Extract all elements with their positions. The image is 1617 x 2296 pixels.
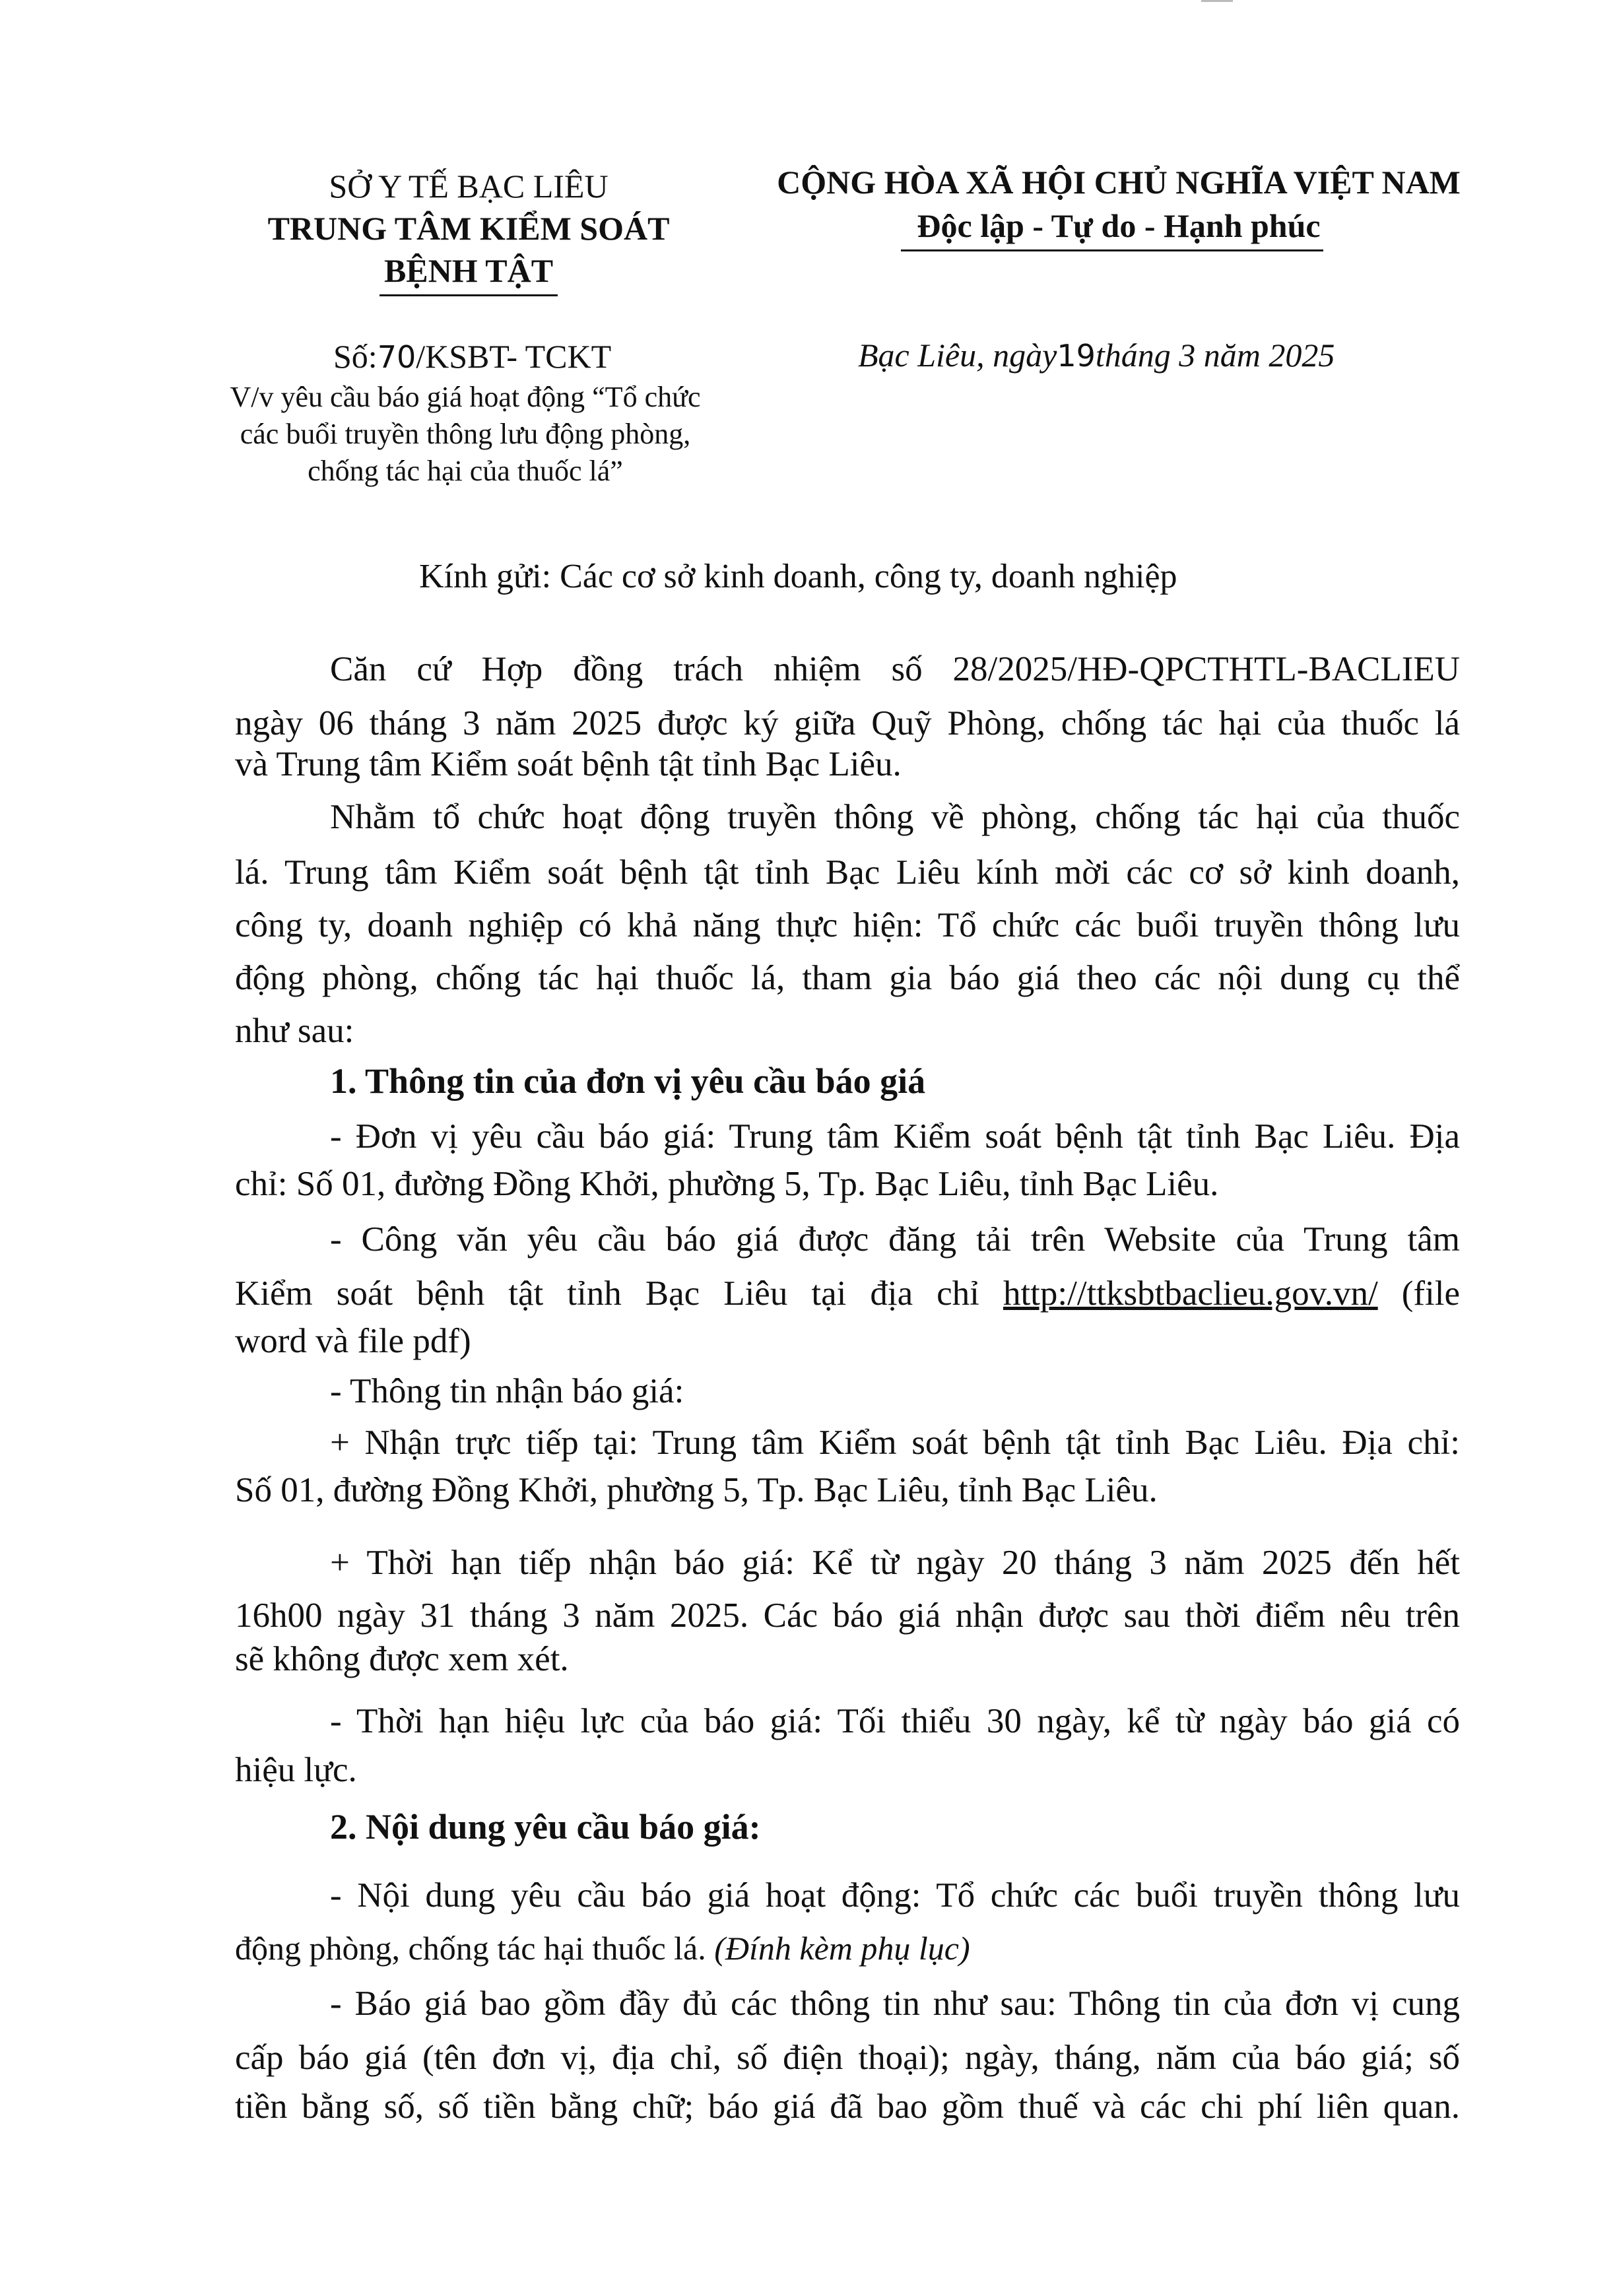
paragraph-line: chỉ: Số 01, đường Đồng Khởi, phường 5, Tp. Bạc Liêu, tỉnh Bạc Liêu. <box>235 1165 1219 1203</box>
salutation: Kính gửi: Các cơ sở kinh doanh, công ty, doanh nghiệp <box>419 558 1177 595</box>
paragraph-line: Số 01, đường Đồng Khởi, phường 5, Tp. Bạc Liêu, tỉnh Bạc Liêu. <box>235 1471 1158 1509</box>
handwritten-number: 70 <box>377 339 416 375</box>
paragraph-line: - Nội dung yêu cầu báo giá hoạt động: Tổ chức các buổi truyền thông lưu <box>330 1876 1460 1915</box>
paragraph-line: - Công văn yêu cầu báo giá được đăng tải trên Website của Trung tâm <box>330 1220 1460 1259</box>
paragraph-line: word và file pdf) <box>235 1322 471 1360</box>
paragraph-line <box>235 1927 1460 1969</box>
paragraph-line: động phòng, chống tác hại thuốc lá, tham gia báo giá theo các nội dung cụ thể <box>235 959 1460 997</box>
org-parent: SỞ Y TẾ BẠC LIÊU <box>329 168 609 205</box>
website-link[interactable]: http://ttksbtbaclieu.gov.vn/ <box>1003 1274 1378 1313</box>
paragraph-line: công ty, doanh nghiệp có khả năng thực hiện: Tổ chức các buổi truyền thông lưu <box>235 906 1460 944</box>
paragraph-line: hiệu lực. <box>235 1751 357 1789</box>
subject-line1: V/v yêu cầu báo giá hoạt động “Tổ chức <box>230 381 701 413</box>
text-run: động phòng, chống tác hại thuốc lá. <box>235 1930 715 1967</box>
scan-mark <box>1201 0 1233 2</box>
nation-motto: Độc lập - Tự do - Hạnh phúc <box>917 207 1321 244</box>
doc-number-suffix: /KSBT- TCKT <box>416 338 612 375</box>
paragraph-line: tiền bằng số, số tiền bằng chữ; báo giá đã bao gồm thuế và các chi phí liên quan. <box>235 2087 1460 2126</box>
subject-line2: các buổi truyền thông lưu động phòng, <box>240 418 691 450</box>
paragraph-line: như sau: <box>235 1012 354 1050</box>
date-suffix: tháng 3 năm 2025 <box>1095 337 1335 374</box>
paragraph-line: - Đơn vị yêu cầu báo giá: Trung tâm Kiểm soát bệnh tật tỉnh Bạc Liêu. Địa <box>330 1117 1460 1156</box>
org-name-line1: TRUNG TÂM KIỂM SOÁT <box>267 210 670 247</box>
section-heading: 2. Nội dung yêu cầu báo giá: <box>330 1807 761 1847</box>
doc-number <box>333 337 611 377</box>
paragraph-line <box>235 1272 1460 1315</box>
handwritten-day: 19 <box>1057 338 1096 374</box>
paragraph-line: ngày 06 tháng 3 năm 2025 được ký giữa Quỹ Phòng, chống tác hại của thuốc lá <box>235 704 1460 742</box>
doc-date <box>858 335 1335 376</box>
paragraph-line: - Báo giá bao gồm đầy đủ các thông tin như sau: Thông tin của đơn vị cung <box>330 1984 1460 2023</box>
paragraph-line: 16h00 ngày 31 tháng 3 năm 2025. Các báo giá nhận được sau thời điểm nêu trên <box>235 1596 1460 1635</box>
paragraph-line: + Nhận trực tiếp tại: Trung tâm Kiểm soát bệnh tật tỉnh Bạc Liêu. Địa chỉ: <box>330 1424 1460 1462</box>
paragraph-line: Căn cứ Hợp đồng trách nhiệm số 28/2025/HĐ-QPCTHTL-BACLIEU <box>330 650 1460 688</box>
motto-underline <box>901 249 1323 251</box>
org-name-line2: BỆNH TẬT <box>383 252 554 289</box>
paragraph-line: + Thời hạn tiếp nhận báo giá: Kể từ ngày 20 tháng 3 năm 2025 đến hết <box>330 1544 1460 1582</box>
text-run: (file <box>1377 1274 1460 1313</box>
nation-title: CỘNG HÒA XÃ HỘI CHỦ NGHĨA VIỆT NAM <box>777 164 1461 201</box>
date-prefix: Bạc Liêu, ngày <box>858 337 1057 374</box>
attachment-note: (Đính kèm phụ lục) <box>714 1930 970 1967</box>
org-underline <box>380 294 558 296</box>
paragraph-line: cấp báo giá (tên đơn vị, địa chỉ, số điện thoại); ngày, tháng, năm của báo giá; số <box>235 2039 1460 2077</box>
subject-line3: chống tác hại của thuốc lá” <box>308 455 623 487</box>
paragraph-line: Nhằm tổ chức hoạt động truyền thông về phòng, chống tác hại của thuốc <box>330 798 1460 836</box>
text-run: Kiểm soát bệnh tật tỉnh Bạc Liêu tại địa chỉ <box>235 1274 1003 1313</box>
paragraph-line: - Thông tin nhận báo giá: <box>330 1372 684 1410</box>
paragraph-line: và Trung tâm Kiểm soát bệnh tật tỉnh Bạc Liêu. <box>235 745 902 783</box>
paragraph-line: sẽ không được xem xét. <box>235 1640 569 1678</box>
section-heading: 1. Thông tin của đơn vị yêu cầu báo giá <box>330 1061 926 1101</box>
doc-number-prefix: Số: <box>333 338 378 375</box>
paragraph-line: - Thời hạn hiệu lực của báo giá: Tối thiểu 30 ngày, kể từ ngày báo giá có <box>330 1702 1460 1740</box>
paragraph-line: lá. Trung tâm Kiểm soát bệnh tật tỉnh Bạc Liêu kính mời các cơ sở kinh doanh, <box>235 853 1460 892</box>
